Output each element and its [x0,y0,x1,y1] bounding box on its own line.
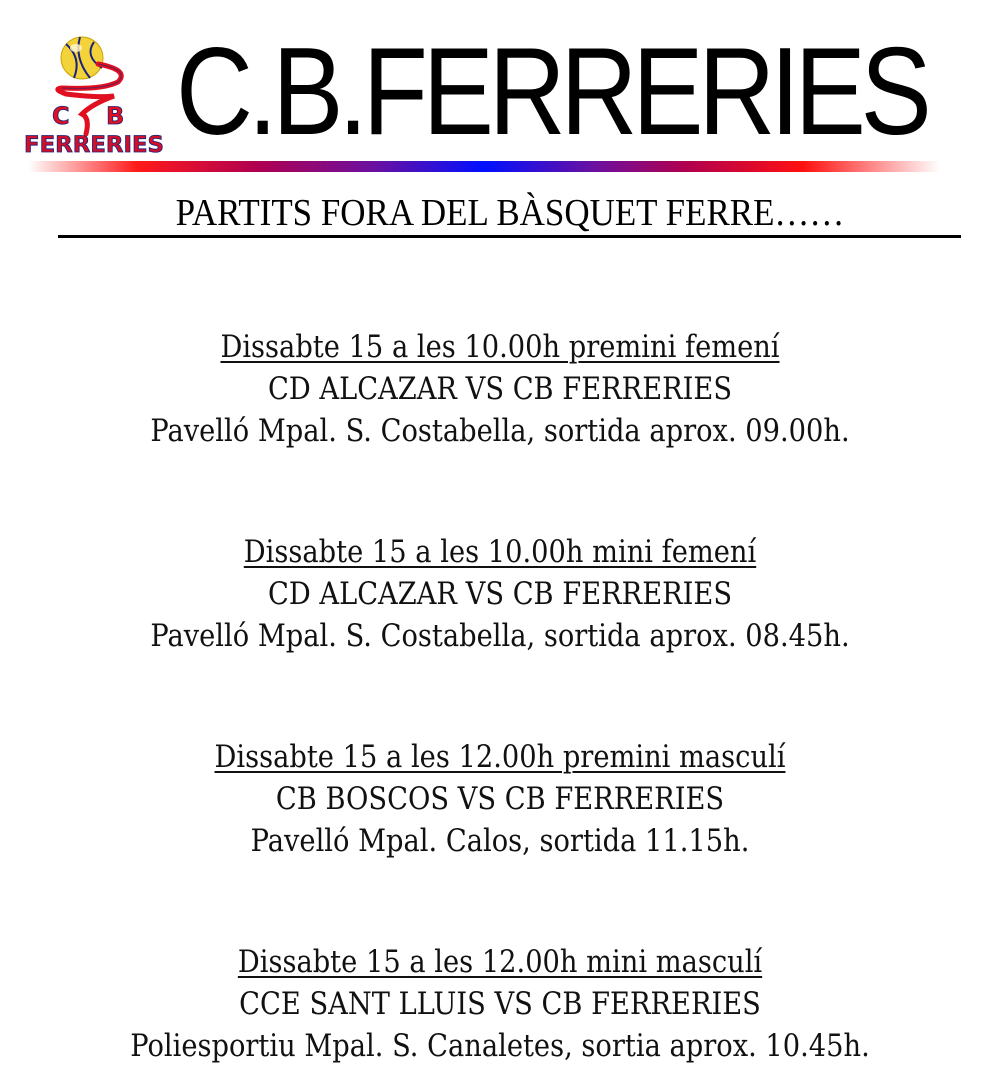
match-date-line [60,531,940,573]
match-date-line [60,326,940,368]
match-venue: Pavelló Mpal. S. Costabella, sortida aprox. 08.45h. [150,618,850,654]
basketball-logo-icon [22,34,167,156]
match-venue: Pavelló Mpal. S. Costabella, sortida aprox. 09.00h. [150,413,850,449]
svg-text:FERRERIES: FERRERIES [24,133,164,156]
match-date-text: Dissabte 15 a les 12.00h mini masculí [237,944,763,980]
match-teams: CD ALCAZAR VS CB FERRERIES [267,371,733,407]
gradient-divider [28,161,940,172]
match-teams: CB BOSCOS VS CB FERRERIES [275,781,725,817]
svg-text:B: B [106,102,125,130]
page-heading: PARTITS FORA DEL BÀSQUET FERRE…… [175,192,845,234]
club-logo [22,34,167,156]
match-block [0,941,1000,1067]
match-date-text: Dissabte 15 a les 12.00h premini masculí [214,739,786,775]
match-block [0,326,1000,452]
match-date-text: Dissabte 15 a les 10.00h mini femení [243,534,757,570]
match-venue: Pavelló Mpal. Calos, sortida 11.15h. [250,823,750,859]
match-teams: CD ALCAZAR VS CB FERRERIES [267,576,733,612]
match-venue: Poliesportiu Mpal. S. Canaletes, sortia aprox. 10.45h. [130,1028,870,1064]
heading-underline-rule [58,235,961,238]
club-title: C.B.FERRERIES [176,23,927,161]
match-date-line [60,941,940,983]
match-block [0,736,1000,862]
match-teams: CCE SANT LLUIS VS CB FERRERIES [239,986,761,1022]
match-block [0,531,1000,657]
match-date-line [60,736,940,778]
svg-text:C: C [52,102,70,130]
match-date-text: Dissabte 15 a les 10.00h premini femení [220,329,780,365]
